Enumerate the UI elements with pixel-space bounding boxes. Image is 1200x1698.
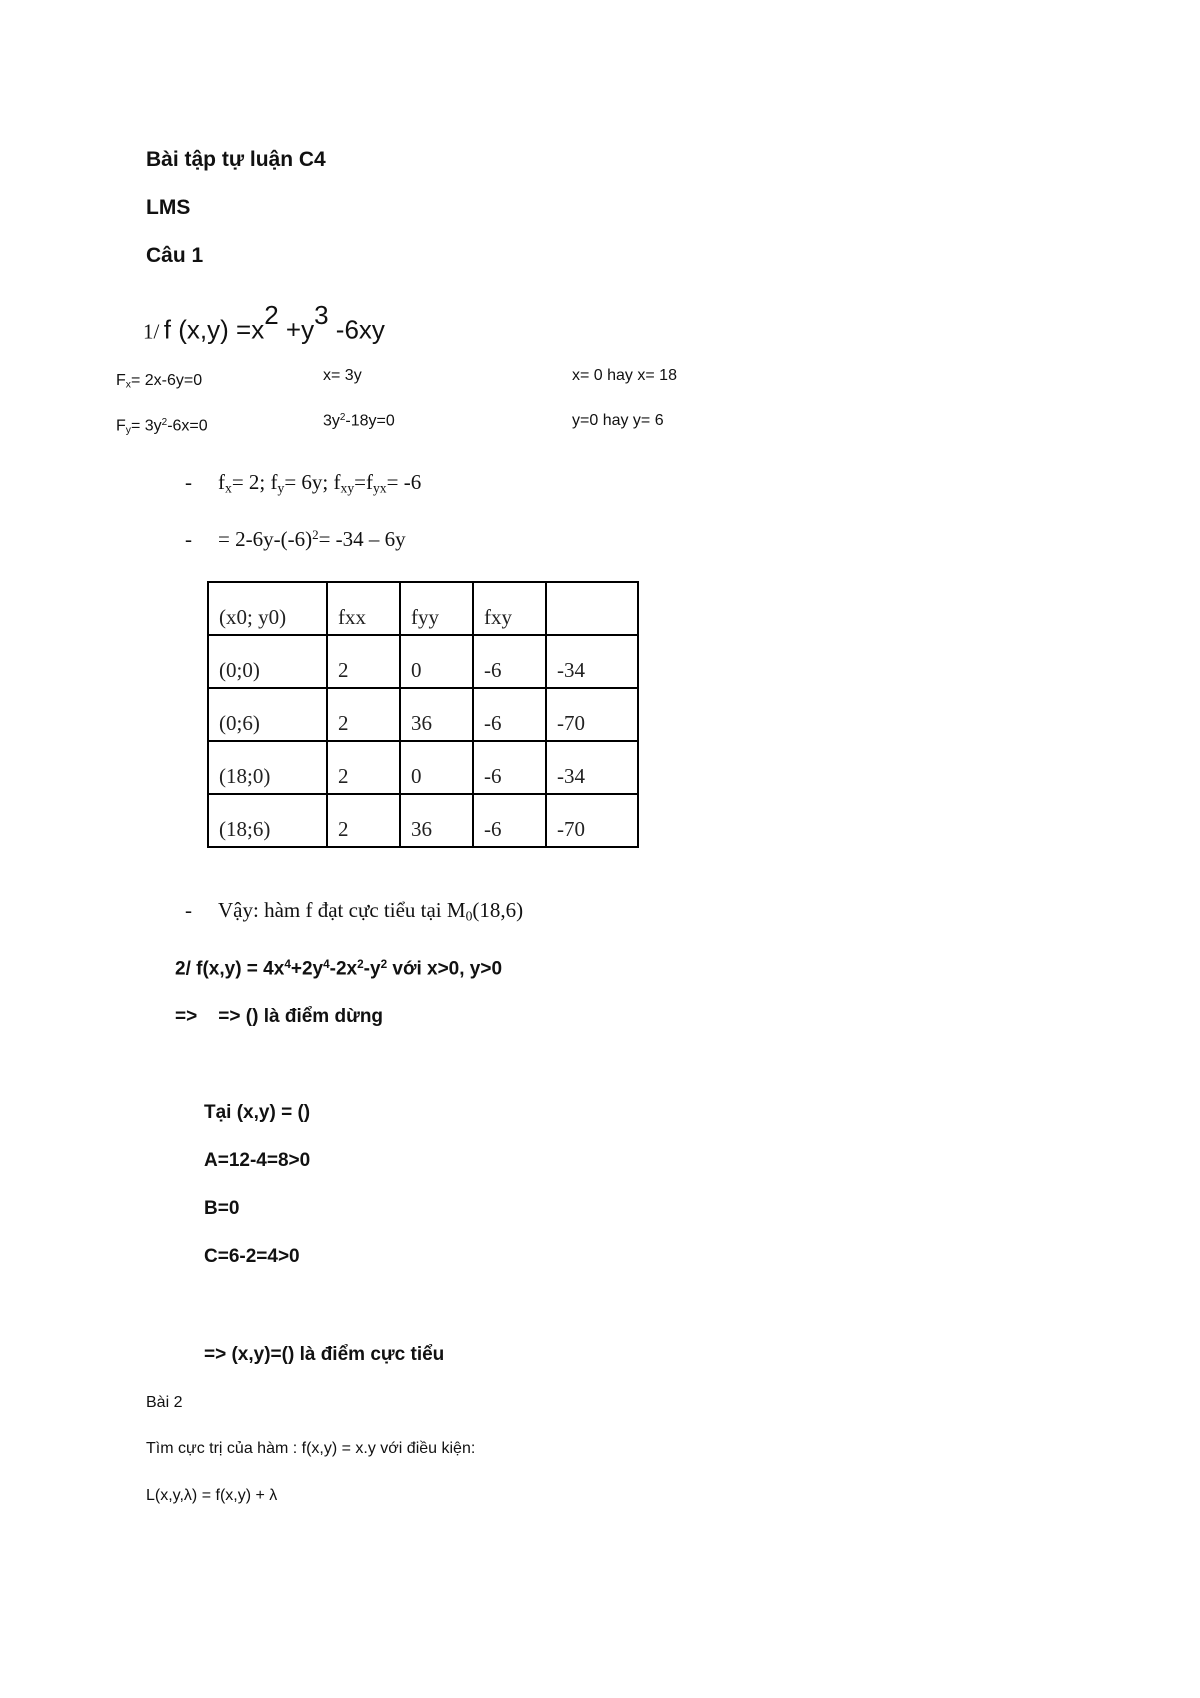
formula-tail: -6xy (328, 314, 385, 345)
table-cell: (18;0) (208, 741, 327, 794)
bullet-dash-3: - (185, 898, 192, 922)
bai2-heading: Bài 2 (146, 1394, 183, 1411)
table-cell: (0;0) (208, 635, 327, 688)
table-row (208, 741, 638, 794)
table-cell: (x0; y0) (208, 582, 327, 635)
document-title: Bài tập tự luận C4 (146, 148, 326, 171)
table-row (208, 582, 638, 635)
eq-row-fx-solve: x= 3y (323, 367, 362, 384)
table-cell: 2 (327, 741, 400, 794)
table-cell: -70 (546, 688, 638, 741)
question-heading: Câu 1 (146, 244, 204, 267)
table-row (208, 635, 638, 688)
table-cell: fxy (473, 582, 546, 635)
table-cell: -6 (473, 741, 546, 794)
part2-a-value: A=12-4=8>0 (204, 1150, 311, 1171)
formula-lhs: f (x,y) =x (163, 314, 265, 345)
bullet-dash-2: - (185, 527, 192, 551)
table-cell: 36 (400, 794, 473, 847)
part1-conclusion: Vậy: hàm f đạt cực tiểu tại $M_0(18,6)$ (218, 898, 524, 924)
critical-points-table (207, 581, 639, 848)
table-cell: (18;6) (208, 794, 327, 847)
part2-at-point: Tại (x,y) = () (204, 1102, 311, 1123)
bullet-dash-1: - (185, 470, 192, 494)
part1-label: 1/ (143, 319, 160, 344)
table-cell: 36 (400, 688, 473, 741)
part2-stationary-line: => => () là điểm dừng (175, 1006, 384, 1027)
part2-formula: 2/ $f(x,y) = 4x^4+2y^4-2x^2-y^2$ với x>0, y>0 (175, 958, 503, 980)
eq-row-fy-solve: $3y^2-18y=0$ (323, 412, 395, 430)
table-cell: -6 (473, 635, 546, 688)
table-cell: -6 (473, 688, 546, 741)
table-cell: -34 (546, 635, 638, 688)
part2-c-value: C=6-2=4>0 (204, 1246, 300, 1267)
formula-exp1: 2 (264, 300, 279, 330)
table-cell: -6 (473, 794, 546, 847)
table-row (208, 794, 638, 847)
document-subtitle: LMS (146, 196, 191, 219)
table-cell: 2 (327, 794, 400, 847)
table-cell: (0;6) (208, 688, 327, 741)
table-cell: fxx (327, 582, 400, 635)
table-cell: -70 (546, 794, 638, 847)
table-cell: 0 (400, 741, 473, 794)
formula-mid: +y (278, 314, 315, 345)
table-row (208, 688, 638, 741)
table-cell: 0 (400, 635, 473, 688)
table-cell: -34 (546, 741, 638, 794)
eq-row-fy-result: y=0 hay y= 6 (572, 412, 664, 429)
table-cell (546, 582, 638, 635)
part2-b-value: B=0 (204, 1198, 240, 1219)
table-cell: 2 (327, 635, 400, 688)
bai2-lagrange: L(x,y,λ) = f(x,y) + λ (146, 1487, 278, 1504)
table-cell: fyy (400, 582, 473, 635)
eq-row-fx-result: x= 0 hay x= 18 (572, 367, 677, 384)
bullet-derivatives: $f_x= 2$; $f_y= 6y$; $f_{xy}=f_{yx}= -6$ (218, 470, 422, 496)
part1-formula (143, 300, 385, 345)
formula-exp2: 3 (314, 300, 329, 330)
part2-result: => (x,y)=() là điểm cực tiểu (204, 1344, 445, 1365)
table-cell: 2 (327, 688, 400, 741)
eq-row-fy: $F_y= 3y^2-6x=0$ (116, 417, 208, 437)
bai2-task: Tìm cực trị của hàm : f(x,y) = x.y với điều kiện: (146, 1440, 476, 1457)
eq-row-fx: $F_x= 2x-6y=0$ (116, 372, 203, 391)
bullet-discriminant: = $2-6y-(-6)^2= -34 - 6y$ (218, 527, 406, 552)
